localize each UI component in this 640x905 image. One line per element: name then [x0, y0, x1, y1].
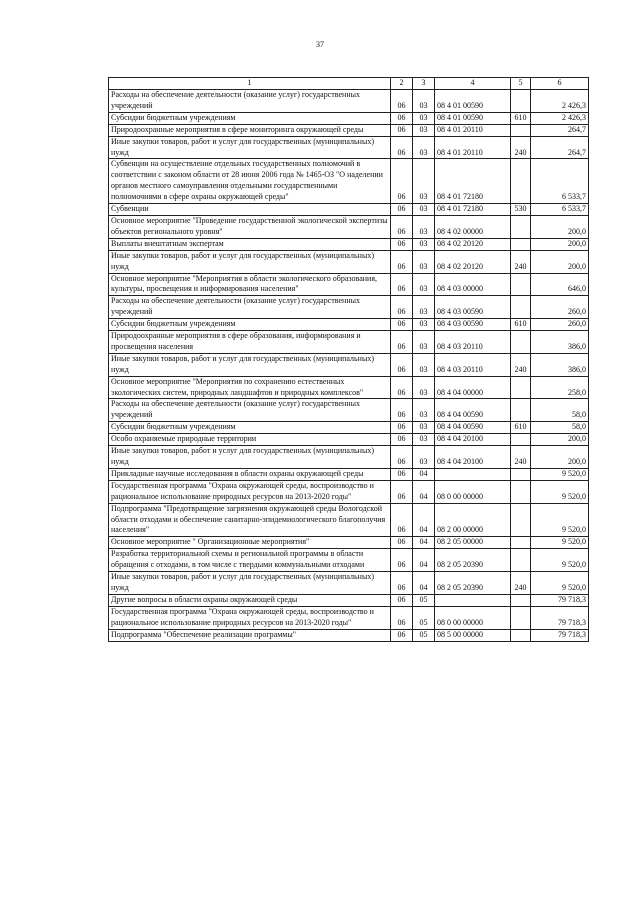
row-section-cell: 06 — [391, 238, 413, 250]
row-target-article-cell: 08 4 04 00590 — [435, 399, 511, 422]
row-section-cell: 06 — [391, 376, 413, 399]
row-section-cell: 06 — [391, 629, 413, 641]
row-section-cell: 06 — [391, 572, 413, 595]
row-amount-cell: 260,0 — [531, 319, 589, 331]
table-row — [109, 549, 589, 572]
row-subsection-cell: 03 — [413, 399, 435, 422]
row-amount-cell: 264,7 — [531, 124, 589, 136]
row-name-cell: Иные закупки товаров, работ и услуг для государственных (муниципальных) нужд — [109, 572, 391, 595]
row-subsection-cell: 04 — [413, 503, 435, 537]
row-name-cell: Расходы на обеспечение деятельности (оказание услуг) государственных учреждений — [109, 296, 391, 319]
row-amount-cell: 9 520,0 — [531, 468, 589, 480]
row-expense-type-cell — [511, 594, 531, 606]
table-row — [109, 124, 589, 136]
table-row — [109, 399, 589, 422]
row-subsection-cell: 03 — [413, 353, 435, 376]
row-target-article-cell: 08 4 04 20100 — [435, 434, 511, 446]
row-name-cell: Основное мероприятие "Мероприятия по сохранению естественных экологических систем, природных ландшафтов и природных комплексов" — [109, 376, 391, 399]
row-target-article-cell: 08 4 02 20120 — [435, 238, 511, 250]
table-row — [109, 319, 589, 331]
row-name-cell: Иные закупки товаров, работ и услуг для государственных (муниципальных) нужд — [109, 250, 391, 273]
row-name-cell: Природоохранные мероприятия в сфере образования, информирования и просвещения населения — [109, 331, 391, 354]
row-subsection-cell: 05 — [413, 594, 435, 606]
row-target-article-cell: 08 4 01 00590 — [435, 112, 511, 124]
row-amount-cell: 6 533,7 — [531, 159, 589, 204]
row-name-cell: Подпрограмма "Предотвращение загрязнения окружающей среды Вологодской области отходами и обеспечение санитарно-эпидемиологического благополучия населения" — [109, 503, 391, 537]
row-section-cell: 06 — [391, 468, 413, 480]
row-name-cell: Подпрограмма "Обеспечение реализации программы" — [109, 629, 391, 641]
row-name-cell: Иные закупки товаров, работ и услуг для государственных (муниципальных) нужд — [109, 446, 391, 469]
row-subsection-cell: 04 — [413, 572, 435, 595]
row-expense-type-cell — [511, 331, 531, 354]
row-name-cell: Иные закупки товаров, работ и услуг для государственных (муниципальных) нужд — [109, 136, 391, 159]
table-row — [109, 446, 589, 469]
row-expense-type-cell — [511, 549, 531, 572]
table-row — [109, 537, 589, 549]
row-section-cell: 06 — [391, 124, 413, 136]
row-expense-type-cell: 610 — [511, 422, 531, 434]
header-cell-expense-type: 5 — [511, 78, 531, 90]
table-row — [109, 204, 589, 216]
row-target-article-cell: 08 2 05 00000 — [435, 537, 511, 549]
row-amount-cell: 646,0 — [531, 273, 589, 296]
row-section-cell: 06 — [391, 353, 413, 376]
table-row — [109, 629, 589, 641]
row-expense-type-cell: 240 — [511, 572, 531, 595]
row-name-cell: Субсидии бюджетным учреждениям — [109, 319, 391, 331]
table-row — [109, 353, 589, 376]
row-section-cell: 06 — [391, 549, 413, 572]
row-expense-type-cell: 240 — [511, 250, 531, 273]
row-target-article-cell: 08 4 01 00590 — [435, 90, 511, 113]
row-expense-type-cell — [511, 159, 531, 204]
row-name-cell: Государственная программа "Охрана окружающей среды, воспроизводство и рациональное использование природных ресурсов на 2013-2020 годы" — [109, 606, 391, 629]
row-section-cell: 06 — [391, 606, 413, 629]
row-target-article-cell — [435, 594, 511, 606]
row-name-cell: Основное мероприятие "Проведение государственной экологической экспертизы объектов регионального уровня" — [109, 215, 391, 238]
table-row — [109, 238, 589, 250]
row-expense-type-cell: 240 — [511, 136, 531, 159]
row-name-cell: Субсидии бюджетным учреждениям — [109, 112, 391, 124]
row-name-cell: Расходы на обеспечение деятельности (оказание услуг) государственных учреждений — [109, 399, 391, 422]
row-amount-cell: 2 426,3 — [531, 90, 589, 113]
row-target-article-cell: 08 4 03 00590 — [435, 296, 511, 319]
row-amount-cell: 9 520,0 — [531, 572, 589, 595]
row-section-cell: 06 — [391, 112, 413, 124]
row-section-cell: 06 — [391, 331, 413, 354]
row-target-article-cell: 08 4 01 72180 — [435, 159, 511, 204]
row-subsection-cell: 03 — [413, 112, 435, 124]
row-expense-type-cell: 610 — [511, 319, 531, 331]
row-name-cell: Государственная программа "Охрана окружающей среды, воспроизводство и рациональное использование природных ресурсов на 2013-2020 годы" — [109, 480, 391, 503]
budget-table — [108, 77, 589, 642]
row-subsection-cell: 03 — [413, 136, 435, 159]
row-target-article-cell: 08 4 01 20110 — [435, 124, 511, 136]
row-subsection-cell: 03 — [413, 446, 435, 469]
row-subsection-cell: 05 — [413, 606, 435, 629]
row-amount-cell: 9 520,0 — [531, 480, 589, 503]
row-section-cell: 06 — [391, 446, 413, 469]
row-amount-cell: 2 426,3 — [531, 112, 589, 124]
row-expense-type-cell — [511, 480, 531, 503]
row-subsection-cell: 03 — [413, 250, 435, 273]
row-name-cell: Другие вопросы в области охраны окружающей среды — [109, 594, 391, 606]
row-section-cell: 06 — [391, 273, 413, 296]
row-section-cell: 06 — [391, 159, 413, 204]
row-section-cell: 06 — [391, 204, 413, 216]
row-amount-cell: 79 718,3 — [531, 629, 589, 641]
row-target-article-cell: 08 0 00 00000 — [435, 480, 511, 503]
row-amount-cell: 79 718,3 — [531, 606, 589, 629]
table-row — [109, 250, 589, 273]
row-section-cell: 06 — [391, 250, 413, 273]
row-subsection-cell: 03 — [413, 319, 435, 331]
row-amount-cell: 200,0 — [531, 434, 589, 446]
table-row — [109, 572, 589, 595]
table-header-row — [109, 78, 589, 90]
row-subsection-cell: 03 — [413, 422, 435, 434]
row-section-cell: 06 — [391, 422, 413, 434]
row-target-article-cell: 08 4 02 00000 — [435, 215, 511, 238]
row-subsection-cell: 03 — [413, 434, 435, 446]
row-expense-type-cell — [511, 238, 531, 250]
row-expense-type-cell — [511, 606, 531, 629]
row-expense-type-cell: 610 — [511, 112, 531, 124]
row-target-article-cell: 08 4 03 20110 — [435, 353, 511, 376]
row-name-cell: Разработка территориальной схемы и региональной программы в области обращения с отходами, в том числе с твердыми коммунальными отходами — [109, 549, 391, 572]
table-row — [109, 112, 589, 124]
row-amount-cell: 58,0 — [531, 399, 589, 422]
row-expense-type-cell — [511, 376, 531, 399]
row-target-article-cell — [435, 468, 511, 480]
table-row — [109, 594, 589, 606]
row-section-cell: 06 — [391, 399, 413, 422]
row-expense-type-cell: 240 — [511, 353, 531, 376]
row-amount-cell: 9 520,0 — [531, 503, 589, 537]
row-target-article-cell: 08 2 05 20390 — [435, 549, 511, 572]
row-subsection-cell: 03 — [413, 159, 435, 204]
row-target-article-cell: 08 4 02 20120 — [435, 250, 511, 273]
row-amount-cell: 260,0 — [531, 296, 589, 319]
row-name-cell: Прикладные научные исследования в области охраны окружающей среды — [109, 468, 391, 480]
table-row — [109, 422, 589, 434]
row-target-article-cell: 08 2 00 00000 — [435, 503, 511, 537]
row-name-cell: Субвенции на осуществление отдельных государственных полномочий в соответствии с законом области от 28 июня 2006 года № 1465-ОЗ "О наделении органов местного самоуправления отдельными государственными полномочиями в сфере охраны окружающей среды" — [109, 159, 391, 204]
row-section-cell: 06 — [391, 594, 413, 606]
row-section-cell: 06 — [391, 215, 413, 238]
row-name-cell: Иные закупки товаров, работ и услуг для государственных (муниципальных) нужд — [109, 353, 391, 376]
row-target-article-cell: 08 2 05 20390 — [435, 572, 511, 595]
row-amount-cell: 9 520,0 — [531, 549, 589, 572]
row-expense-type-cell — [511, 399, 531, 422]
row-amount-cell: 258,0 — [531, 376, 589, 399]
table-row — [109, 434, 589, 446]
header-cell-target-article: 4 — [435, 78, 511, 90]
row-section-cell: 06 — [391, 480, 413, 503]
row-subsection-cell: 04 — [413, 537, 435, 549]
row-section-cell: 06 — [391, 319, 413, 331]
page-number: 37 — [316, 40, 324, 49]
row-target-article-cell: 08 4 01 20110 — [435, 136, 511, 159]
row-target-article-cell: 08 4 01 72180 — [435, 204, 511, 216]
row-expense-type-cell — [511, 215, 531, 238]
row-expense-type-cell — [511, 629, 531, 641]
row-expense-type-cell — [511, 503, 531, 537]
table-row — [109, 296, 589, 319]
table-row — [109, 480, 589, 503]
table-body — [109, 90, 589, 642]
row-amount-cell: 9 520,0 — [531, 537, 589, 549]
row-section-cell: 06 — [391, 136, 413, 159]
table-row — [109, 468, 589, 480]
row-name-cell: Выплаты внештатным экспертам — [109, 238, 391, 250]
row-amount-cell: 79 718,3 — [531, 594, 589, 606]
row-section-cell: 06 — [391, 296, 413, 319]
table-row — [109, 273, 589, 296]
row-amount-cell: 200,0 — [531, 250, 589, 273]
row-expense-type-cell — [511, 296, 531, 319]
row-subsection-cell: 03 — [413, 331, 435, 354]
row-expense-type-cell — [511, 468, 531, 480]
table-row — [109, 376, 589, 399]
row-name-cell: Субсидии бюджетным учреждениям — [109, 422, 391, 434]
row-amount-cell: 200,0 — [531, 215, 589, 238]
row-section-cell: 06 — [391, 503, 413, 537]
row-expense-type-cell — [511, 434, 531, 446]
header-cell-section: 2 — [391, 78, 413, 90]
row-target-article-cell: 08 4 04 00590 — [435, 422, 511, 434]
header-cell-amount: 6 — [531, 78, 589, 90]
table-row — [109, 136, 589, 159]
row-name-cell: Основное мероприятие " Организационные мероприятия" — [109, 537, 391, 549]
row-name-cell: Особо охраняемые природные территории — [109, 434, 391, 446]
row-target-article-cell: 08 0 00 00000 — [435, 606, 511, 629]
row-amount-cell: 264,7 — [531, 136, 589, 159]
row-subsection-cell: 04 — [413, 468, 435, 480]
row-target-article-cell: 08 4 03 00590 — [435, 319, 511, 331]
row-section-cell: 06 — [391, 537, 413, 549]
row-expense-type-cell: 240 — [511, 446, 531, 469]
row-subsection-cell: 03 — [413, 124, 435, 136]
row-amount-cell: 386,0 — [531, 353, 589, 376]
row-expense-type-cell — [511, 124, 531, 136]
table-row — [109, 215, 589, 238]
header-cell-subsection: 3 — [413, 78, 435, 90]
row-subsection-cell: 04 — [413, 549, 435, 572]
row-amount-cell: 6 533,7 — [531, 204, 589, 216]
row-subsection-cell: 03 — [413, 296, 435, 319]
row-subsection-cell: 03 — [413, 204, 435, 216]
row-subsection-cell: 03 — [413, 215, 435, 238]
row-target-article-cell: 08 4 03 00000 — [435, 273, 511, 296]
row-section-cell: 06 — [391, 90, 413, 113]
row-target-article-cell: 08 5 00 00000 — [435, 629, 511, 641]
header-cell-name: 1 — [109, 78, 391, 90]
table-row — [109, 606, 589, 629]
row-target-article-cell: 08 4 03 20110 — [435, 331, 511, 354]
row-target-article-cell: 08 4 04 00000 — [435, 376, 511, 399]
row-expense-type-cell — [511, 273, 531, 296]
row-subsection-cell: 03 — [413, 376, 435, 399]
table-row — [109, 503, 589, 537]
row-subsection-cell: 03 — [413, 273, 435, 296]
row-amount-cell: 58,0 — [531, 422, 589, 434]
row-name-cell: Расходы на обеспечение деятельности (оказание услуг) государственных учреждений — [109, 90, 391, 113]
row-section-cell: 06 — [391, 434, 413, 446]
row-subsection-cell: 03 — [413, 90, 435, 113]
table-row — [109, 90, 589, 113]
row-expense-type-cell — [511, 90, 531, 113]
row-name-cell: Субвенции — [109, 204, 391, 216]
row-expense-type-cell — [511, 537, 531, 549]
table-row — [109, 159, 589, 204]
row-subsection-cell: 04 — [413, 480, 435, 503]
row-name-cell: Основное мероприятие "Мероприятия в области экологического образования, культуры, просвещения и информирования населения" — [109, 273, 391, 296]
row-subsection-cell: 03 — [413, 238, 435, 250]
row-amount-cell: 386,0 — [531, 331, 589, 354]
row-expense-type-cell: 530 — [511, 204, 531, 216]
row-subsection-cell: 05 — [413, 629, 435, 641]
row-target-article-cell: 08 4 04 20100 — [435, 446, 511, 469]
table-row — [109, 331, 589, 354]
row-amount-cell: 200,0 — [531, 446, 589, 469]
row-amount-cell: 200,0 — [531, 238, 589, 250]
row-name-cell: Природоохранные мероприятия в сфере мониторинга окружающей среды — [109, 124, 391, 136]
